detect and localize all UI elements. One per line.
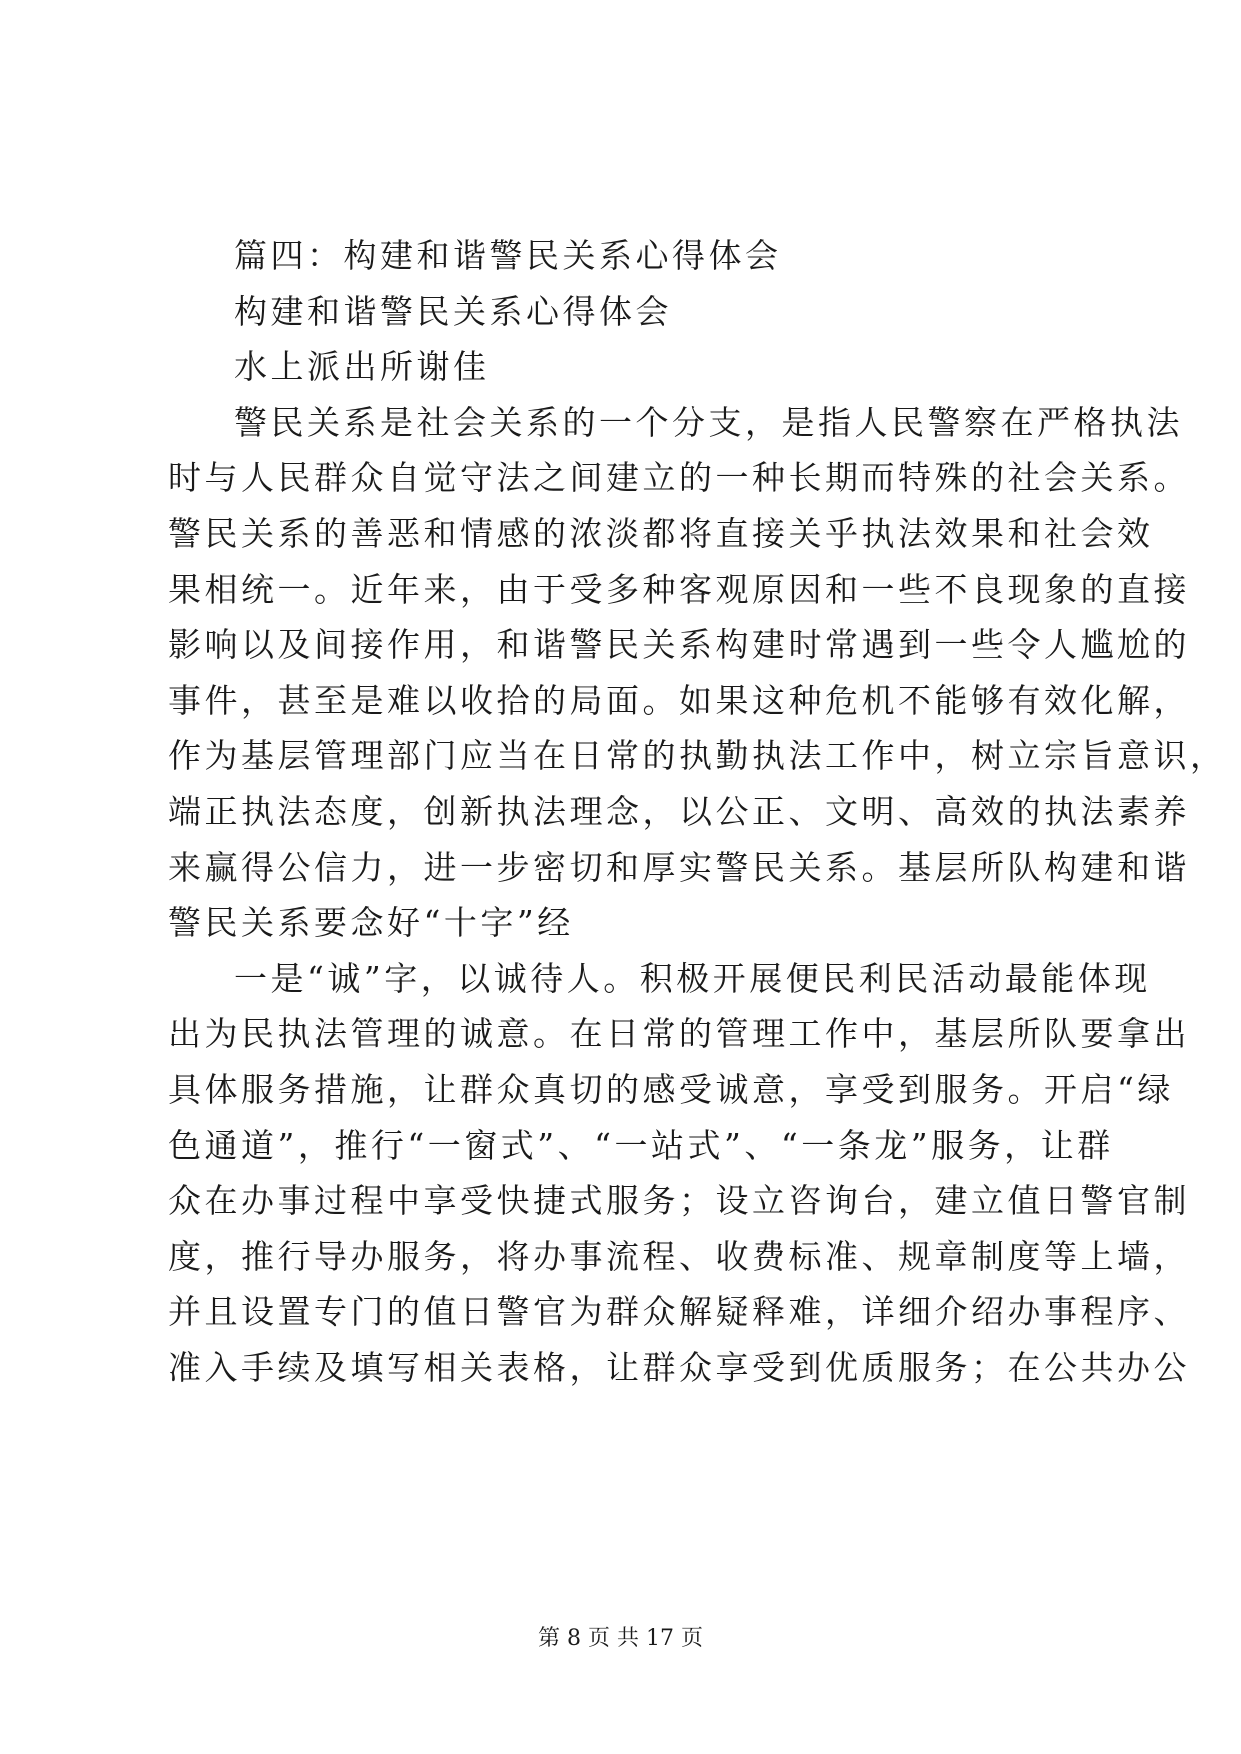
paragraph-line: 出为民执法管理的诚意。在日常的管理工作中，基层所队要拿出 xyxy=(168,1014,1190,1054)
paragraph-line: 端正执法态度，创新执法理念，以公正、文明、高效的执法素养 xyxy=(168,791,1190,831)
paragraph-line: 准入手续及填写相关表格，让群众享受到优质服务；在公共办公 xyxy=(168,1347,1190,1387)
paragraph-line: 众在办事过程中享受快捷式服务；设立咨询台，建立值日警官制 xyxy=(168,1181,1190,1221)
document-body xyxy=(168,228,1227,1395)
document-title: 构建和谐警民关系心得体会 xyxy=(234,291,672,331)
paragraph-line: 警民关系是社会关系的一个分支，是指人民警察在严格执法 xyxy=(234,402,1183,442)
section-heading: 篇四：构建和谐警民关系心得体会 xyxy=(234,236,782,275)
paragraph-line: 警民关系的善恶和情感的浓淡都将直接关乎执法效果和社会效 xyxy=(168,513,1154,553)
paragraph-line: 具体服务措施，让群众真切的感受诚意，享受到服务。开启“绿 xyxy=(168,1069,1174,1109)
paragraph-2 xyxy=(168,951,1190,1396)
paragraph-line: 来赢得公信力，进一步密切和厚实警民关系。基层所队构建和谐 xyxy=(168,847,1190,887)
paragraph-line: 警民关系要念好“十字”经 xyxy=(168,903,574,943)
paragraph-line: 度，推行导办服务，将办事流程、收费标准、规章制度等上墙， xyxy=(168,1236,1190,1276)
page-number-footer: 第 8 页 共 17 页 xyxy=(538,1626,703,1651)
paragraph-line: 事件，甚至是难以收拾的局面。如果这种危机不能够有效化解， xyxy=(168,680,1190,720)
paragraph-line: 果相统一。近年来，由于受多种客观原因和一些不良现象的直接 xyxy=(168,569,1190,609)
paragraph-line: 影响以及间接作用，和谐警民关系构建时常遇到一些令人尴尬的 xyxy=(168,625,1190,665)
paragraph-1 xyxy=(168,395,1227,951)
author-line: 水上派出所谢佳 xyxy=(234,347,490,387)
paragraph-line: 并且设置专门的值日警官为群众解疑释难，详细介绍办事程序、 xyxy=(168,1292,1190,1332)
paragraph-line: 色通道”，推行“一窗式”、“一站式”、“一条龙”服务，让群 xyxy=(168,1125,1114,1165)
paragraph-line: 时与人民群众自觉守法之间建立的一种长期而特殊的社会关系。 xyxy=(168,458,1190,498)
paragraph-line: 一是“诚”字，以诚待人。积极开展便民利民活动最能体现 xyxy=(234,958,1151,998)
paragraph-line: 作为基层管理部门应当在日常的执勤执法工作中，树立宗旨意识， xyxy=(168,736,1227,776)
